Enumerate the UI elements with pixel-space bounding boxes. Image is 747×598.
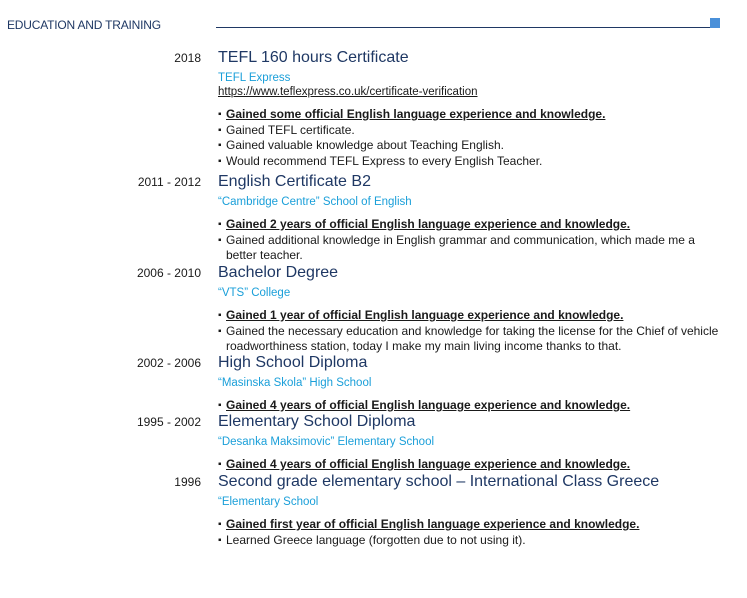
list-item: ▪ Gained 4 years of official English language experience and knowledge. <box>218 457 723 473</box>
entry-title: Bachelor Degree <box>218 264 339 281</box>
entry-date: 1996 <box>174 475 201 489</box>
entry-bullets <box>218 308 723 355</box>
list-item: ▪ Gained some official English language experience and knowledge. <box>218 107 723 123</box>
entry-bullets <box>218 517 723 548</box>
section-title: EDUCATION AND TRAINING <box>7 18 161 32</box>
entry-date: 2006 - 2010 <box>136 266 201 280</box>
section-divider <box>216 27 720 28</box>
education-entry <box>0 172 747 263</box>
entry-title: English Certificate B2 <box>218 173 371 190</box>
list-item: ▪ Gained valuable knowledge about Teaching English. <box>218 138 723 154</box>
education-list <box>0 48 747 552</box>
section-marker-icon <box>710 18 720 28</box>
entry-organization: “Desanka Maksimovic” Elementary School <box>218 436 435 448</box>
list-item: ▪ Gained 1 year of official English language experience and knowledge. <box>218 308 723 324</box>
list-item: ▪ Gained 2 years of official English language experience and knowledge. <box>218 217 723 233</box>
list-item: ▪ Gained 4 years of official English language experience and knowledge. <box>218 398 723 414</box>
entry-bullets <box>218 457 723 473</box>
education-entry <box>0 263 747 353</box>
list-item: ▪ Would recommend TEFL Express to every English Teacher. <box>218 154 723 170</box>
certificate-verification-link[interactable]: https://www.teflexpress.co.uk/certificate-verification <box>218 86 478 98</box>
entry-date: 2011 - 2012 <box>137 175 201 189</box>
education-entry <box>0 48 747 172</box>
entry-title: Elementary School Diploma <box>218 413 416 430</box>
entry-title: High School Diploma <box>218 354 368 371</box>
entry-organization: “Masinska Skola” High School <box>218 377 372 389</box>
entry-date: 1995 - 2002 <box>136 415 201 429</box>
list-item: ▪ Learned Greece language (forgotten due to not using it). <box>218 533 723 549</box>
education-entry <box>0 353 747 412</box>
entry-date: 2018 <box>174 51 201 65</box>
entry-date: 2002 - 2006 <box>136 356 201 370</box>
section-header <box>0 14 747 34</box>
list-item: ▪ Gained additional knowledge in English grammar and communication, which made me a better teacher. <box>218 233 723 264</box>
entry-organization: “VTS” College <box>218 287 291 299</box>
education-entry <box>0 412 747 472</box>
entry-title: Second grade elementary school – International Class Greece <box>218 473 660 490</box>
education-entry <box>0 472 747 552</box>
list-item: ▪ Gained TEFL certificate. <box>218 123 723 139</box>
list-item: ▪ Gained the necessary education and knowledge for taking the license for the Chief of vehicle roadworthiness station, today I make my main living income thanks to that. <box>218 324 723 355</box>
entry-bullets <box>218 107 723 169</box>
entry-organization: “Elementary School <box>218 496 319 508</box>
entry-title: TEFL 160 hours Certificate <box>218 49 409 66</box>
entry-bullets <box>218 217 723 264</box>
entry-organization: TEFL Express <box>218 72 291 84</box>
entry-organization: “Cambridge Centre” School of English <box>218 196 412 208</box>
list-item: ▪ Gained first year of official English language experience and knowledge. <box>218 517 723 533</box>
